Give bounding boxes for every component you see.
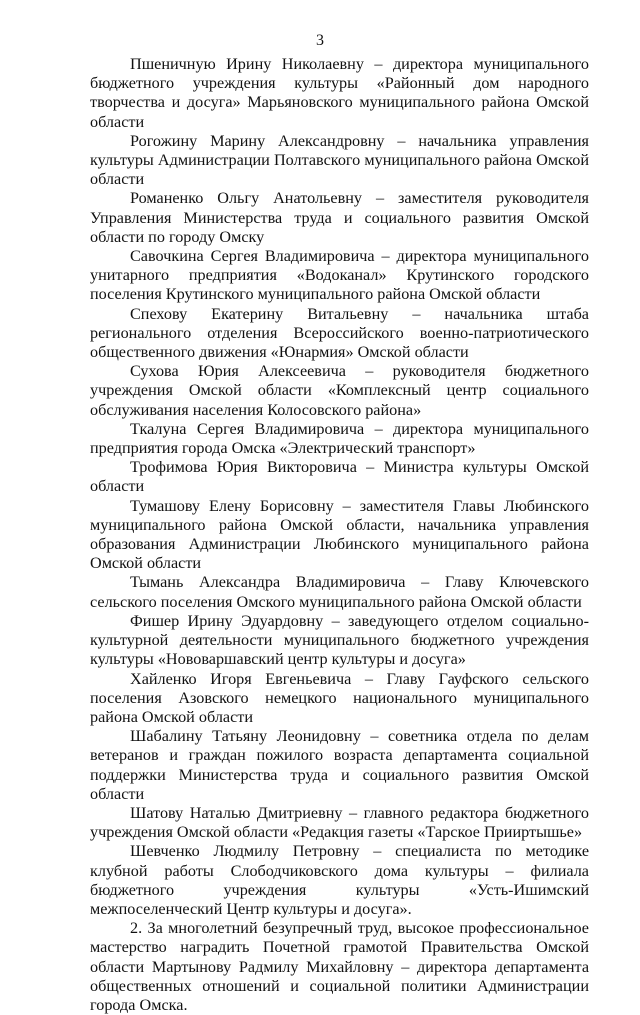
award-entry-khaylenko: Хайленко Игоря Евгеньевича – Главу Гауфского сельского поселения Азовского немецкого национального муниципального района Омской области xyxy=(90,669,589,726)
award-entry-trofimov: Трофимова Юрия Викторовича – Министра культуры Омской области xyxy=(90,458,589,496)
award-entry-pshenichnaya: Пшеничную Ирину Николаевну – директора муниципального бюджетного учреждения культуры «Районный дом народного творчества и досуга» Марьяновского муниципального района Омской области xyxy=(90,55,589,131)
award-entry-tyman: Тымань Александра Владимировича – Главу Ключевского сельского поселения Омского муниципального района Омской области xyxy=(90,573,589,611)
award-entry-romanenko: Романенко Ольгу Анатольевну – заместителя руководителя Управления Министерства труда и социального развития Омской области по городу Омску xyxy=(90,189,589,246)
award-entry-tumashova: Тумашову Елену Борисовну – заместителя Главы Любинского муниципального района Омской области, начальника управления образования Администрации Любинского муниципального района Омской области xyxy=(90,496,589,573)
page-number: 3 xyxy=(316,32,324,49)
award-entry-fisher: Фишер Ирину Эдуардовну – заведующего отделом социально-культурной деятельности муниципального бюджетного учреждения культуры «Нововаршавский центр культуры и досуга» xyxy=(90,611,589,669)
award-entry-shevchenko: Шевченко Людмилу Петровну – специалиста по методике клубной работы Слободчиковского дома культуры – филиала бюджетного учреждения культуры «Усть-Ишимский межпоселенческий Центр культуры и досуга». xyxy=(90,842,589,918)
award-entry-sukhov: Сухова Юрия Алексеевича – руководителя бюджетного учреждения Омской области «Комплексный центр социального обслуживания населения Колосовского района» xyxy=(90,362,589,419)
document-body xyxy=(90,55,589,1015)
award-entry-tkalun: Ткалуна Сергея Владимировича – директора муниципального предприятия города Омска «Электрический транспорт» xyxy=(90,419,589,458)
award-entry-shatova: Шатову Наталью Дмитриевну – главного редактора бюджетного учреждения Омской области «Редакция газеты «Тарское Прииртышье» xyxy=(90,803,589,842)
award-entry-rogozhina: Рогожину Марину Александровну – начальника управления культуры Администрации Полтавского муниципального района Омской области xyxy=(90,131,589,189)
section-2-paragraph: 2. За многолетний безупречный труд, высокое профессиональное мастерство наградить Почетной грамотой Правительства Омской области Мартынову Радмилу Михайловну – директора департамента общественных отношений и социальной политики Администрации города Омска. xyxy=(90,919,589,1014)
award-entry-shabalina: Шабалину Татьяну Леонидовну – советника отдела по делам ветеранов и граждан пожилого возраста департамента социальной поддержки Министерства труда и социального развития Омской области xyxy=(90,727,589,803)
award-entry-spekhova: Спехову Екатерину Витальевну – начальника штаба регионального отделения Всероссийского военно-патриотического общественного движения «Юнармия» Омской области xyxy=(90,304,589,362)
award-entry-savochkin: Савочкина Сергея Владимировича – директора муниципального унитарного предприятия «Водоканал» Крутинского городского поселения Крутинского муниципального района Омской области xyxy=(90,247,589,304)
